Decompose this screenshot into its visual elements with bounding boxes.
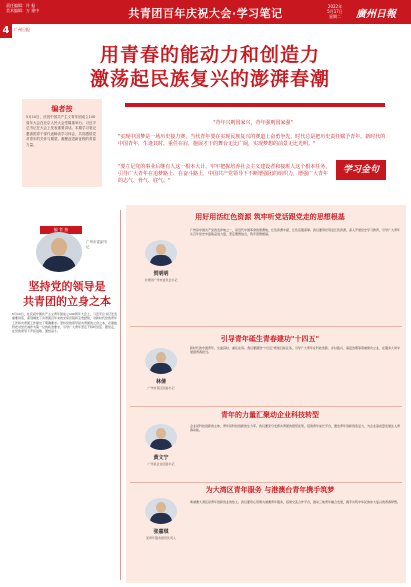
person-name: 张嘉琪 bbox=[153, 529, 169, 535]
section-title: 引导青年砥生青春建功"十四五" bbox=[220, 335, 320, 343]
person-name: 林倩 bbox=[155, 379, 166, 385]
left-article-title-2: 共青团的立身之本 bbox=[23, 295, 111, 308]
header-title: 共青团百年庆祝大会·学习笔记 bbox=[128, 7, 283, 20]
person-photo bbox=[145, 424, 177, 450]
lead-quote-1: "青年兴则国家兴，青年强则国家强" bbox=[213, 120, 293, 126]
section-text: 新时代的中国青年，生逢其时、重任在肩。我们要围绕"十四五"规划目标任务，引导广大青年在科技创新、乡村振兴、基层治理等领域建功立业，在服务大局中展现青春担当。 bbox=[190, 346, 400, 355]
section-title: 为大湾区青年服务 与港澳台青年携手筑梦 bbox=[205, 486, 335, 494]
section-title: 青年的力量汇聚动企业科技转型 bbox=[221, 411, 319, 419]
editor-note-text: 5月10日，庆祝中国共产主义青年团成立100周年大会在北京人民大会堂隆重举行。习近平总书记在大会上发表重要讲话。本期学习笔记邀请团青干部代表畅谈学习体会，共同感悟党对青年的关怀与期望，凝聚奋进新征程的青春力量。 bbox=[26, 115, 96, 147]
person-photo bbox=[145, 240, 177, 266]
author-photo bbox=[36, 232, 82, 272]
section-text: 粤港澳大湾区是青年创新创业的热土。我们要用心用情为港澳青年服务，搭建交流合作平台，推动三地青年融合发展，携手共筑中华民族伟大复兴的青春梦想。 bbox=[190, 500, 401, 504]
person-role: 广州市某区团委书记 bbox=[147, 386, 175, 390]
headline-line-2: 激荡起民族复兴的澎湃春潮 bbox=[89, 68, 330, 90]
issue-date: 2022年 5月17日 星期二 bbox=[327, 4, 343, 19]
page-number: 4 bbox=[0, 24, 12, 38]
section-divider bbox=[130, 406, 402, 407]
person-role: 共青团广州市委员会书记 bbox=[144, 278, 178, 282]
section-text: 广州是中国共产党的发祥地之一，是近代中国革命的策源地，红色资源丰富、红色底蕴深厚。我们要用好用活红色资源，深入开展党史学习教育，引导广大青年从百年党史中汲取奋进力量，坚定理想信念，筑牢思想根基。 bbox=[190, 228, 401, 237]
person-photo bbox=[145, 498, 177, 524]
editor-credits: 责任编辑：许 振 美术编辑：万 建中 bbox=[6, 3, 40, 13]
newspaper-logo: 廣州日報 bbox=[356, 9, 396, 20]
author-tag: 编 者 按 bbox=[40, 226, 82, 234]
left-article-body: 5月10日，在庆祝中国共产主义青年团成立100周年大会上，习近平总书记发表重要讲话，深刻阐述了共青团百年来的光荣历程和宝贵经验，对新时代党的青年工作和共青团工作提出了明确要求。坚持党的领导是共青团的立身之本，必须始终把对党忠诚作为第一位的政治要求，引导广大青年坚定不移听党话、跟党走，在党的领导下开拓进取、团结奋斗。 bbox=[12, 312, 118, 334]
lead-top-bar bbox=[125, 103, 385, 107]
editor-note-label: 编者按 bbox=[51, 105, 73, 113]
section-title: 用好用活红色资源 筑牢听党话跟党走的思想根基 bbox=[195, 213, 345, 221]
page-header bbox=[0, 0, 411, 24]
section-divider bbox=[130, 326, 402, 327]
person-name: 黄文宁 bbox=[153, 455, 169, 461]
person-role: 广州某企业团委书记 bbox=[147, 462, 175, 466]
lead-quote-2: "实现中国梦是一场历史接力赛，当代青年要在实现民族复兴的赛道上奋勇争先。时代总是把历史责任赋予青年。新时代的中国青年，生逢其时、重任在肩，施展才干的舞台无比广阔，实现梦想的前景无比光明。" bbox=[118, 134, 386, 147]
person-photo bbox=[145, 348, 177, 374]
section-divider bbox=[130, 482, 402, 483]
person-role: 某青年服务组织负责人 bbox=[145, 536, 176, 540]
left-article-title-1: 坚持党的领导是 bbox=[28, 280, 106, 293]
person-name: 贺明明 bbox=[153, 271, 169, 277]
author-role: 广州市委副书记 bbox=[86, 240, 107, 249]
study-quotes-seal: 学习金句 bbox=[336, 160, 386, 180]
column-divider bbox=[120, 210, 121, 580]
page-label: 广州日报 bbox=[14, 27, 30, 32]
lead-quote-3: "要立足党的事业后继有人这一根本大计，牢牢把握培养社会主义建设者和接班人这个根本任务，引导广大青年在追梦路上、在奋斗路上，中国共产党领导下不断增强团的组织力，增强广大青年的志气、骨气、底气。" bbox=[118, 164, 331, 184]
headline-line-1: 用青春的能动力和创造力 bbox=[99, 44, 320, 66]
section-text: 企业是科技创新的主体，青年是科技创新的生力军。我们要充分发挥共青团的组织优势，搭建青年成长平台，激发青年创新创造活力，为企业高质量发展注入青春动能。 bbox=[190, 424, 401, 433]
